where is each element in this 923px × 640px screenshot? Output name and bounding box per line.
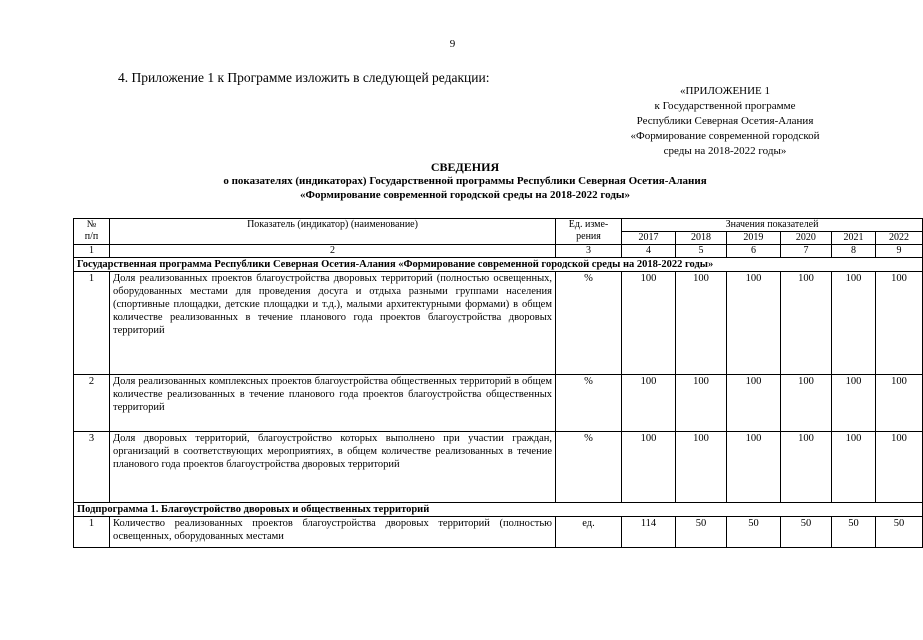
row-indicator: Доля дворовых территорий, благоустройство которых выполнено при участии граждан, организаций в соответствующих мероприятиях, в общем количестве реализованных в течение планового года проектов благоустройства дворовых территорий	[110, 432, 556, 503]
row-value: 100	[676, 432, 727, 503]
row-number: 1	[74, 272, 110, 375]
header-year: 2019	[727, 232, 781, 244]
column-number: 5	[676, 245, 727, 258]
header-year: 2017	[622, 232, 676, 244]
row-indicator: Доля реализованных комплексных проектов благоустройства общественных территорий в общем количестве реализованных в течение планового года проектов благоустройства общественных территорий	[110, 375, 556, 432]
row-value: 50	[727, 517, 781, 548]
appendix-line: «ПРИЛОЖЕНИЕ 1	[679, 85, 771, 97]
row-value: 100	[622, 375, 676, 432]
column-number: 6	[727, 245, 781, 258]
row-unit: ед.	[556, 517, 622, 548]
row-unit: %	[556, 272, 622, 375]
program-section-title: Государственная программа Республики Северная Осетия-Алания «Формирование современной городской среды на 2018-2022 годы»	[74, 258, 923, 272]
row-number: 3	[74, 432, 110, 503]
heading-subtitle: о показателях (индикаторах) Государственной программы Республики Северная Осетия-Алания	[223, 175, 707, 187]
row-number: 2	[74, 375, 110, 432]
indicators-table	[73, 218, 923, 548]
header-unit: Ед. изме- рения	[556, 219, 622, 245]
document-heading	[70, 160, 860, 202]
row-value: 100	[622, 272, 676, 375]
program-section-row	[74, 258, 923, 272]
subprogram-title: Подпрограмма 1. Благоустройство дворовых и общественных территорий	[74, 503, 923, 517]
appendix-line: среды на 2018-2022 годы»	[663, 145, 787, 157]
header-years	[622, 232, 922, 244]
appendix-note	[600, 84, 850, 159]
column-number: 8	[832, 245, 876, 258]
row-value: 50	[876, 517, 923, 548]
row-value: 100	[876, 272, 923, 375]
header-values: Значения показателей 2017 2018 2019 2020 2021 2022	[622, 219, 923, 245]
row-value: 50	[676, 517, 727, 548]
table-header-row	[74, 219, 923, 245]
appendix-line: «Формирование современной городской	[630, 130, 820, 142]
appendix-line: к Государственной программе	[654, 100, 796, 112]
header-year: 2018	[676, 232, 727, 244]
row-unit: %	[556, 432, 622, 503]
page-number: 9	[449, 38, 456, 50]
row-value: 114	[622, 517, 676, 548]
column-number: 7	[781, 245, 832, 258]
row-value: 100	[781, 432, 832, 503]
column-number: 1	[74, 245, 110, 258]
row-value: 100	[832, 375, 876, 432]
column-numbers-row	[74, 245, 923, 258]
appendix-line: Республики Северная Осетия-Алания	[636, 115, 814, 127]
row-value: 100	[832, 272, 876, 375]
table-row	[74, 375, 923, 432]
row-value: 100	[876, 432, 923, 503]
row-indicator: Доля реализованных проектов благоустройства дворовых территорий (полностью освещенных, оборудованных местами для проведения досуга и отдыха разными группами населения (спортивные площадки, детские площадки и т.д.), малыми архитектурными формами) в общем количестве реализованных в течение планового года проектов благоустройства дворовых территорий	[110, 272, 556, 375]
row-indicator: Количество реализованных проектов благоустройства дворовых территорий (полностью освещенных, оборудованных местами	[110, 517, 556, 548]
heading-subtitle: «Формирование современной городской среды на 2018-2022 годы»	[300, 189, 630, 201]
row-value: 100	[876, 375, 923, 432]
row-value: 100	[727, 432, 781, 503]
column-number: 3	[556, 245, 622, 258]
row-value: 100	[781, 375, 832, 432]
subprogram-row	[74, 503, 923, 517]
heading-title: СВЕДЕНИЯ	[430, 160, 500, 174]
header-indicator: Показатель (индикатор) (наименование)	[110, 219, 556, 245]
row-value: 50	[781, 517, 832, 548]
row-value: 100	[781, 272, 832, 375]
column-number: 4	[622, 245, 676, 258]
row-value: 100	[622, 432, 676, 503]
header-year: 2021	[832, 232, 876, 244]
header-year: 2020	[781, 232, 832, 244]
table-row	[74, 517, 923, 548]
column-number: 2	[110, 245, 556, 258]
row-value: 100	[676, 375, 727, 432]
table-row	[74, 432, 923, 503]
row-value: 100	[727, 272, 781, 375]
row-number: 1	[74, 517, 110, 548]
row-value: 100	[676, 272, 727, 375]
row-value: 100	[727, 375, 781, 432]
row-value: 50	[832, 517, 876, 548]
header-year: 2022	[889, 232, 910, 243]
intro-paragraph: 4. Приложение 1 к Программе изложить в следующей редакции:	[118, 70, 490, 85]
row-unit: %	[556, 375, 622, 432]
table-row	[74, 272, 923, 375]
row-value: 100	[832, 432, 876, 503]
header-num: № п/п	[74, 219, 110, 245]
column-number: 9	[876, 245, 923, 258]
